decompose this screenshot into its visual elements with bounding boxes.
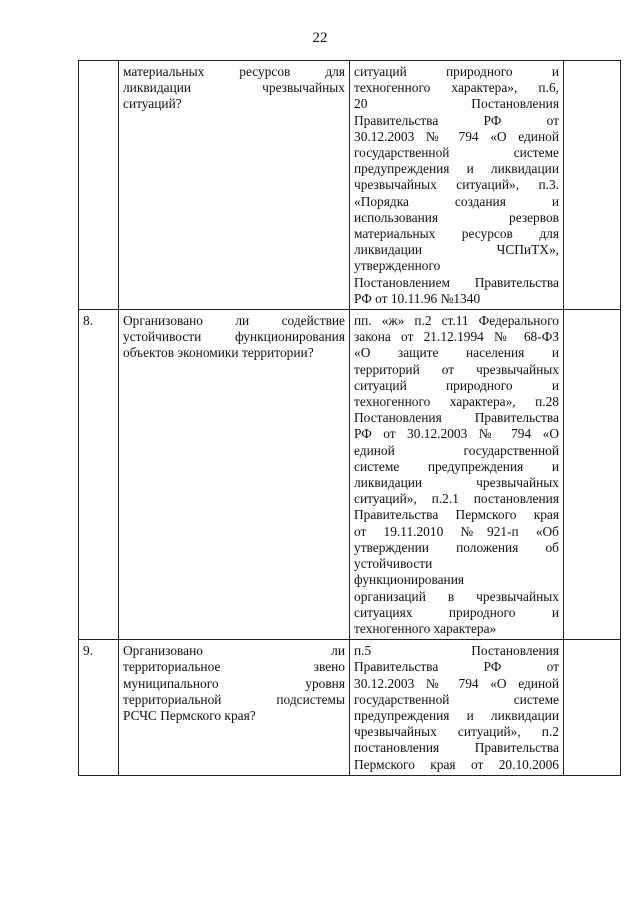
reference-line: Пермского края от 20.10.2006 [354, 756, 559, 772]
reference-line: функционирования [354, 572, 465, 588]
reference-line: системе предупреждения и [354, 458, 559, 474]
row-number: 8. [79, 310, 119, 640]
reference-line: предупреждения и ликвидации [354, 707, 559, 723]
reference-line: пп. «ж» п.2 ст.11 Федерального [354, 313, 559, 329]
reference-line: ликвидации ЧСПиТХ», [354, 242, 559, 258]
reference-line: ситуациях природного и [354, 604, 559, 620]
question-cell [119, 640, 350, 776]
reference-line: ситуаций природного и [354, 64, 559, 79]
reference-line: техногенного характера», п.6, [354, 80, 559, 96]
reference-line: устойчивости [354, 556, 433, 572]
reference-line: закона от 21.12.1994 № 68-ФЗ [354, 329, 559, 345]
reference-line: Постановления Правительства [354, 410, 559, 426]
reference-line: материальных ресурсов для [354, 226, 559, 242]
reference-line: 30.12.2003 № 794 «О единой [354, 128, 559, 144]
row-number: 9. [79, 640, 119, 776]
reference-line: государственной системе [354, 145, 559, 161]
question-line: муниципального уровня [123, 675, 345, 691]
reference-line: ликвидации чрезвычайных [354, 475, 559, 491]
question-line: материальных ресурсов для [123, 64, 345, 79]
reference-line: использования резервов [354, 209, 559, 225]
answer-cell [564, 61, 621, 310]
table-row [79, 310, 621, 640]
reference-line: утверждении положения об [354, 539, 559, 555]
table-row [79, 640, 621, 776]
reference-line: от 19.11.2010 №921-п «Об [354, 523, 559, 539]
question-cell [119, 310, 350, 640]
question-line: Организовано ли содействие [123, 313, 345, 329]
question-line: территориальное звено [123, 659, 345, 675]
page-number: 22 [312, 30, 328, 46]
reference-line: организаций в чрезвычайных [354, 588, 559, 604]
reference-line: чрезвычайных ситуаций», п.2 [354, 724, 559, 740]
question-line: объектов экономики территории? [123, 345, 314, 361]
reference-line: Правительства Пермского края [354, 507, 559, 523]
answer-cell [564, 640, 621, 776]
reference-line: предупреждения и ликвидации [354, 161, 559, 177]
question-cell [119, 61, 350, 310]
reference-line: ситуаций», п.2.1 постановления [354, 491, 559, 507]
reference-line: техногенного характера», п.28 [354, 394, 559, 410]
reference-line: «Порядка создания и [354, 193, 559, 209]
reference-line: Правительства РФ от [354, 112, 559, 128]
question-line: устойчивости функционирования [123, 329, 345, 345]
reference-line: территорий от чрезвычайных [354, 361, 559, 377]
reference-line: п.5 Постановления [354, 643, 559, 659]
reference-line: «О защите населения и [354, 345, 559, 361]
legal-reference-cell [350, 310, 564, 640]
reference-line: РФ от 30.12.2003 № 794 «О [354, 426, 559, 442]
reference-line: утвержденного [354, 258, 441, 274]
legal-reference-cell [350, 61, 564, 310]
reference-line: 30.12.2003 № 794 «О единой [354, 675, 559, 691]
reference-line: государственной системе [354, 691, 559, 707]
question-line: ликвидации чрезвычайных [123, 80, 345, 96]
reference-line: постановления Правительства [354, 740, 559, 756]
row-number [79, 61, 119, 310]
answer-cell [564, 310, 621, 640]
reference-line: техногенного характера» [354, 620, 497, 636]
reference-line: единой государственной [354, 442, 559, 458]
checklist-table [78, 60, 621, 776]
table-row [79, 61, 621, 310]
legal-reference-cell [350, 640, 564, 776]
question-line: Организовано ли [123, 643, 345, 659]
question-line: РСЧС Пермского края? [123, 707, 256, 723]
reference-line: чрезвычайных ситуаций», п.3. [354, 177, 559, 193]
reference-line: Правительства РФ от [354, 659, 559, 675]
question-line: территориальной подсистемы [123, 691, 345, 707]
reference-line: ситуаций природного и [354, 377, 559, 393]
reference-line: Постановлением Правительства [354, 274, 559, 290]
question-line: ситуаций? [123, 96, 182, 112]
reference-line: 20 Постановления [354, 96, 559, 112]
reference-line: РФ от 10.11.96 №1340 [354, 290, 481, 306]
